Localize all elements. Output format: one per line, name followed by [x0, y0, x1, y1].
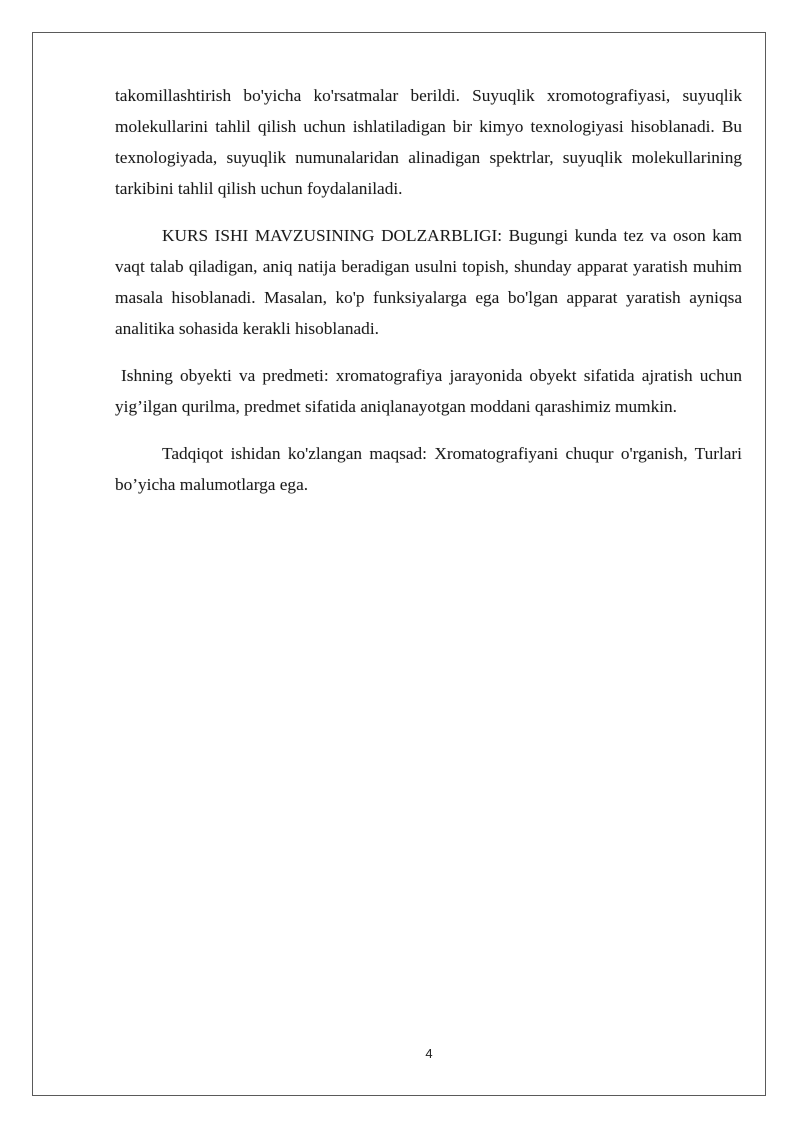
paragraph-object-subject: Ishning obyekti va predmeti: xromatografiya jarayonida obyekt sifatida ajratish uchun yig’ilgan qurilma, predmet sifatida aniqlanayotgan moddani qarashimiz mumkin.: [115, 366, 742, 416]
page-number: 4: [425, 1046, 433, 1061]
paragraph-relevance: KURS ISHI MAVZUSINING DOLZARBLIGI: Bugungi kunda tez va oson kam vaqt talab qiladigan, aniq natija beradigan usulni topish, shunday apparat yaratish muhim masala hisoblanadi. Masalan, ko'p funksiyalarga ega bo'lgan apparat yaratish ayniqsa analitika sohasida kerakli hisoblanadi.: [115, 226, 742, 338]
paragraph-research-goal: Tadqiqot ishidan ko'zlangan maqsad: Xromatografiyani chuqur o'rganish, Turlari bo’yicha malumotlarga ega.: [115, 444, 742, 494]
paragraph-intro-continuation: takomillashtirish bo'yicha ko'rsatmalar berildi. Suyuqlik xromotografiyasi, suyuqlik molekullarini tahlil qilish uchun ishlatiladigan bir kimyo texnologiyasi hisoblanadi. Bu texnologiyada, suyuqlik numunalaridan alinadigan spektrlar, suyuqlik molekullarining tarkibini tahlil qilish uchun foydalaniladi.: [115, 86, 742, 198]
document-body: [115, 80, 742, 516]
